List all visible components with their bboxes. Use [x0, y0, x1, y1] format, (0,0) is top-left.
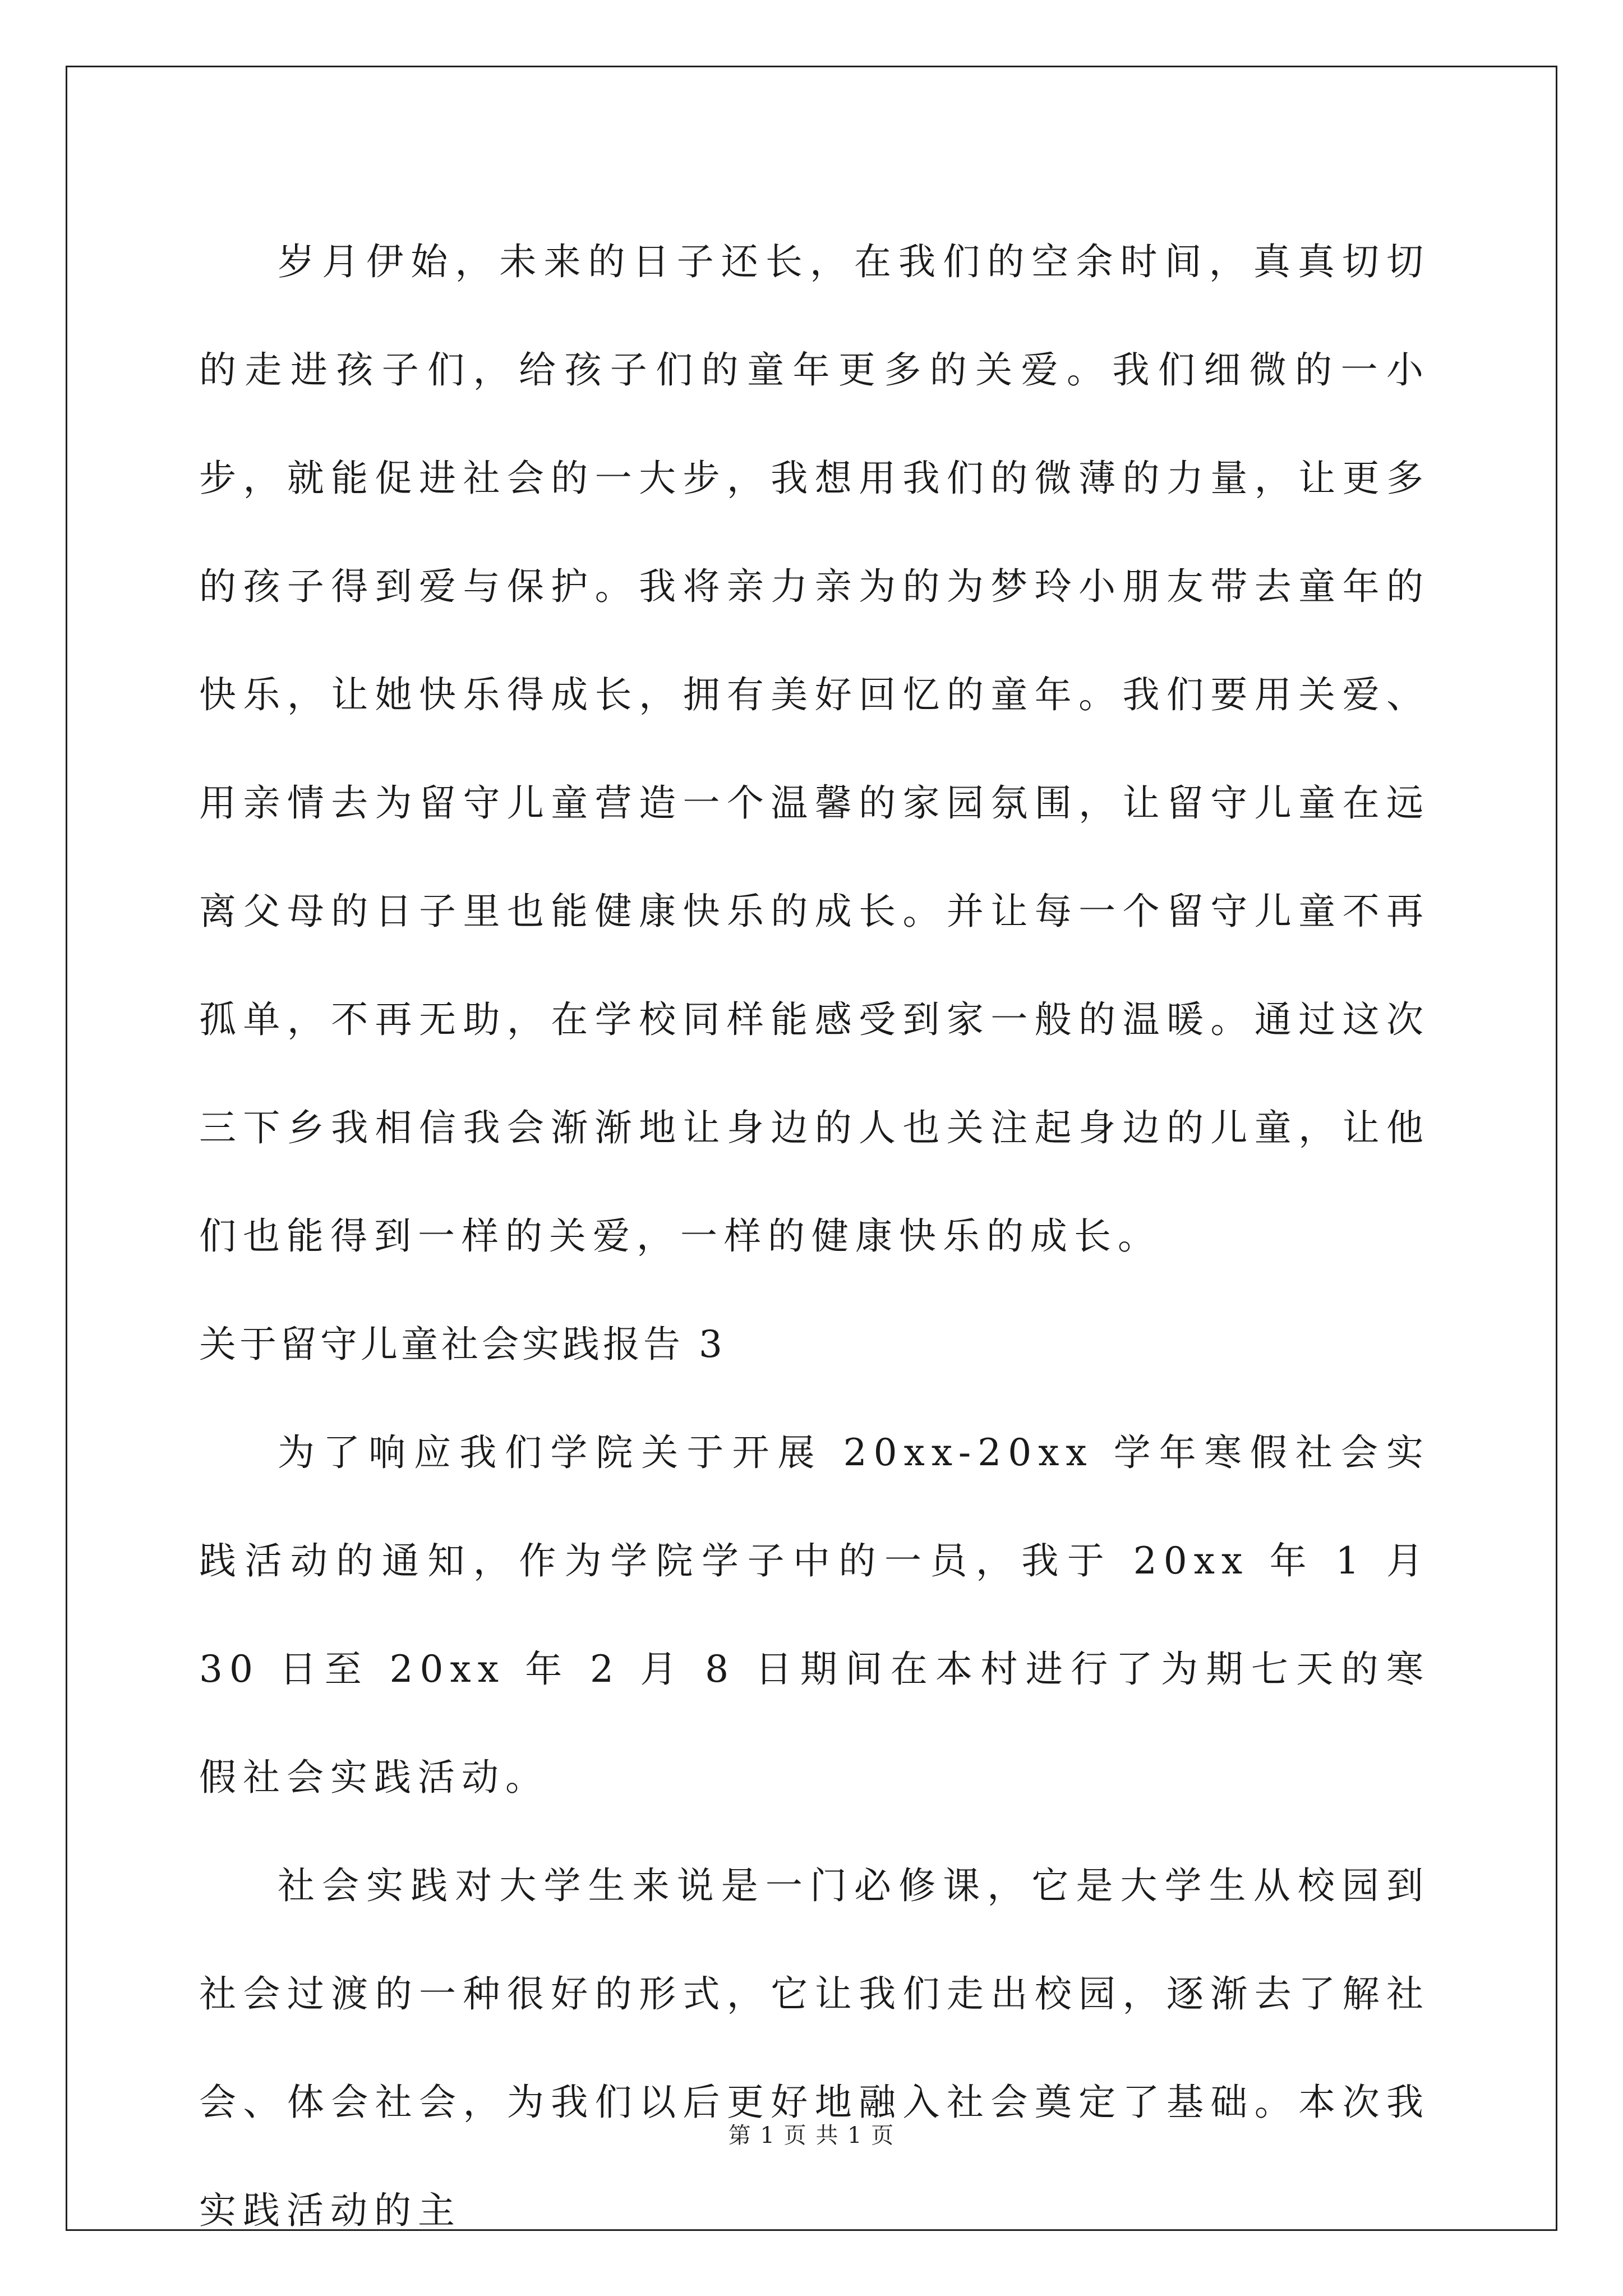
- body-paragraph: 岁月伊始，未来的日子还长，在我们的空余时间，真真切切的走进孩子们，给孩子们的童年更多的关爱。我们细微的一小步，就能促进社会的一大步，我想用我们的微薄的力量，让更多的孩子得到爱与保护。我将亲力亲为的为梦玲小朋友带去童年的快乐，让她快乐得成长，拥有美好回忆的童年。我们要用关爱、用亲情去为留守儿童营造一个温馨的家园氛围，让留守儿童在远离父母的日子里也能健康快乐的成长。并让每一个留守儿童不再孤单，不再无助，在学校同样能感受到家一般的温暖。通过这次三下乡我相信我会渐渐地让身边的人也关注起身边的儿童，让他们也能得到一样的关爱，一样的健康快乐的成长。: [199, 240, 1430, 1258]
- document-body: [199, 208, 1430, 2265]
- body-paragraph: 社会实践对大学生来说是一门必修课，它是大学生从校园到社会过渡的一种很好的形式，它让我们走出校园，逐渐去了解社会、体会社会，为我们以后更好地融入社会奠定了基础。本次我实践活动的主: [199, 1864, 1430, 2232]
- page-footer: 第 1 页 共 1 页: [728, 2123, 895, 2148]
- body-paragraph: 为了响应我们学院关于开展 20xx-20xx 学年寒假社会实践活动的通知，作为学院学子中的一员，我于 20xx 年 1 月 30 日至 20xx 年 2 月 8 日期间在本村进行了为期七天的寒假社会实践活动。: [199, 1431, 1430, 1799]
- section-heading: 关于留守儿童社会实践报告 3: [199, 1323, 726, 1366]
